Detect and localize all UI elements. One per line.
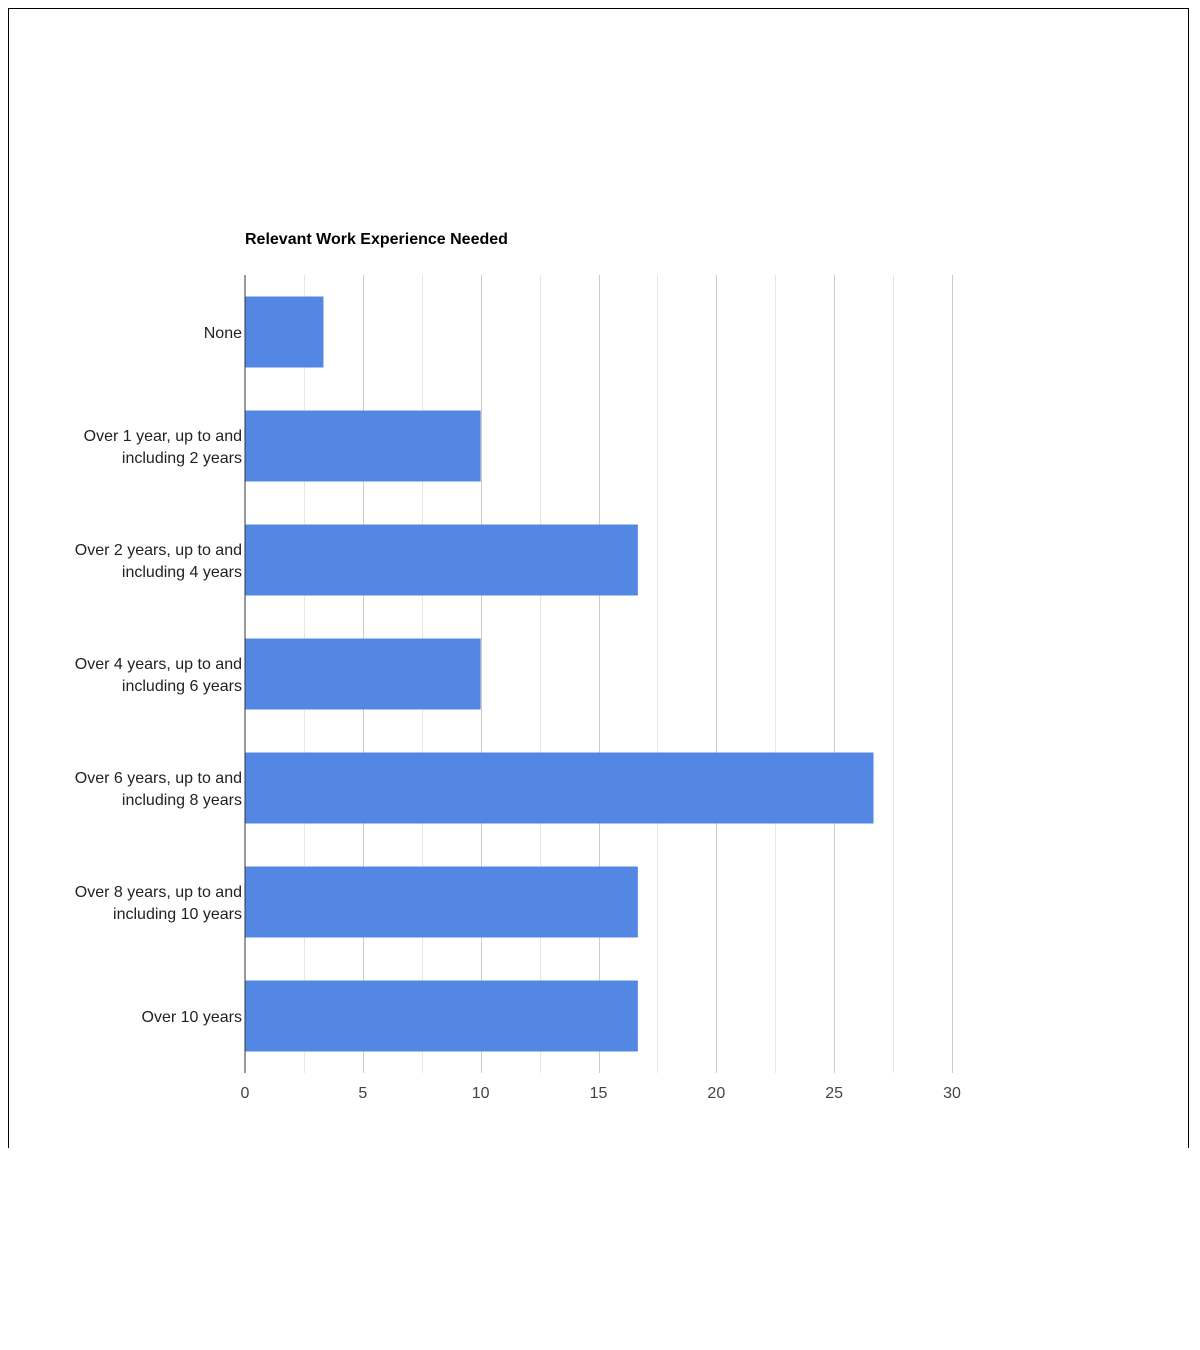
category-label-3: Over 4 years, up to and including 6 years — [74, 656, 242, 695]
category-label-5: Over 8 years, up to and including 10 years — [74, 884, 242, 923]
bar-3 — [245, 639, 481, 710]
bars — [245, 297, 874, 1052]
x-tick-label-1: 5 — [358, 1085, 368, 1102]
x-tick-label-4: 20 — [707, 1085, 726, 1102]
category-label-0: None — [203, 325, 242, 342]
category-label-1: Over 1 year, up to and including 2 years — [83, 428, 242, 467]
bar-6 — [245, 981, 638, 1052]
category-label-4: Over 6 years, up to and including 8 years — [74, 770, 242, 809]
x-tick-label-3: 15 — [589, 1085, 608, 1102]
bar-2 — [245, 525, 638, 596]
category-label-6: Over 10 years — [141, 1009, 242, 1026]
category-label-2: Over 2 years, up to and including 4 years — [74, 542, 242, 581]
bar-4 — [245, 753, 874, 824]
bar-0 — [245, 297, 323, 368]
x-tick-label-2: 10 — [471, 1085, 490, 1102]
chart-title: Relevant Work Experience Needed — [245, 231, 508, 248]
x-tick-label-5: 25 — [825, 1085, 844, 1102]
bar-5 — [245, 867, 638, 938]
x-tick-label-6: 30 — [943, 1085, 961, 1102]
x-tick-labels — [241, 1085, 961, 1102]
category-labels — [75, 325, 242, 1026]
bar-1 — [245, 411, 481, 482]
x-tick-label-0: 0 — [240, 1085, 250, 1102]
